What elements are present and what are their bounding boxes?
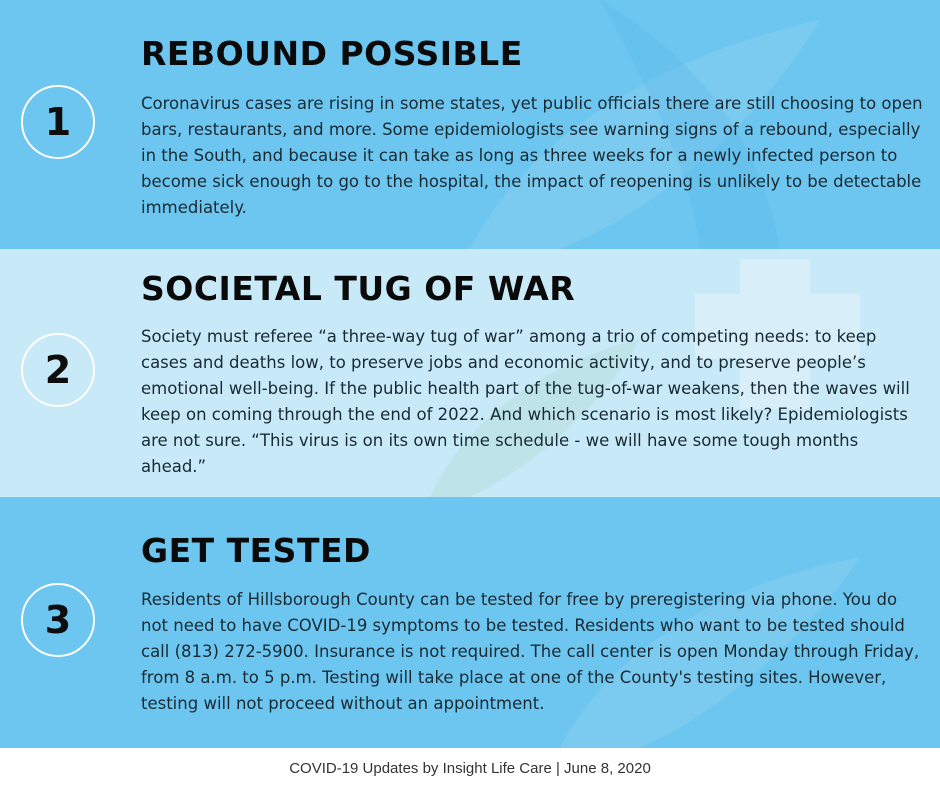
- section-title: GET TESTED: [141, 531, 371, 570]
- section-rebound-possible: [0, 0, 940, 249]
- section-title: SOCIETAL TUG OF WAR: [141, 269, 576, 308]
- section-number-badge: 1: [21, 85, 95, 159]
- footer-credit: COVID-19 Updates by Insight Life Care | June 8, 2020: [289, 759, 651, 777]
- section-title: REBOUND POSSIBLE: [141, 34, 523, 73]
- section-get-tested: [0, 497, 940, 748]
- section-body: Residents of Hillsborough County can be tested for free by preregistering via phone. You do not need to have COVID-19 symptoms to be tested. Residents who want to be tested should call (813) 272-5900. Insurance is not required. The call center is open Monday through Friday, from 8 a.m. to 5 p.m. Testing will take place at one of the County's testing sites. However, testing will not proceed without an appointment.: [141, 590, 920, 713]
- section-number-badge: 2: [21, 333, 95, 407]
- section-societal-tug-of-war: [0, 249, 940, 497]
- section-number-badge: 3: [21, 583, 95, 657]
- section-body: Society must referee “a three-way tug of war” among a trio of competing needs: to keep cases and deaths low, to preserve jobs and economic activity, and to preserve people’s emotional well-being. If the public health part of the tug-of-war weakens, then the waves will keep on coming through the end of 2022. And which scenario is most likely? Epidemiologists are not sure. “This virus is on its own time schedule - we will have some tough months ahead.”: [141, 327, 910, 476]
- section-body: Coronavirus cases are rising in some states, yet public officials there are still choosing to open bars, restaurants, and more. Some epidemiologists see warning signs of a rebound, especially in the South, and because it can take as long as three weeks for a newly infected person to become sick enough to go to the hospital, the impact of reopening is unlikely to be detectable immediately.: [141, 94, 923, 217]
